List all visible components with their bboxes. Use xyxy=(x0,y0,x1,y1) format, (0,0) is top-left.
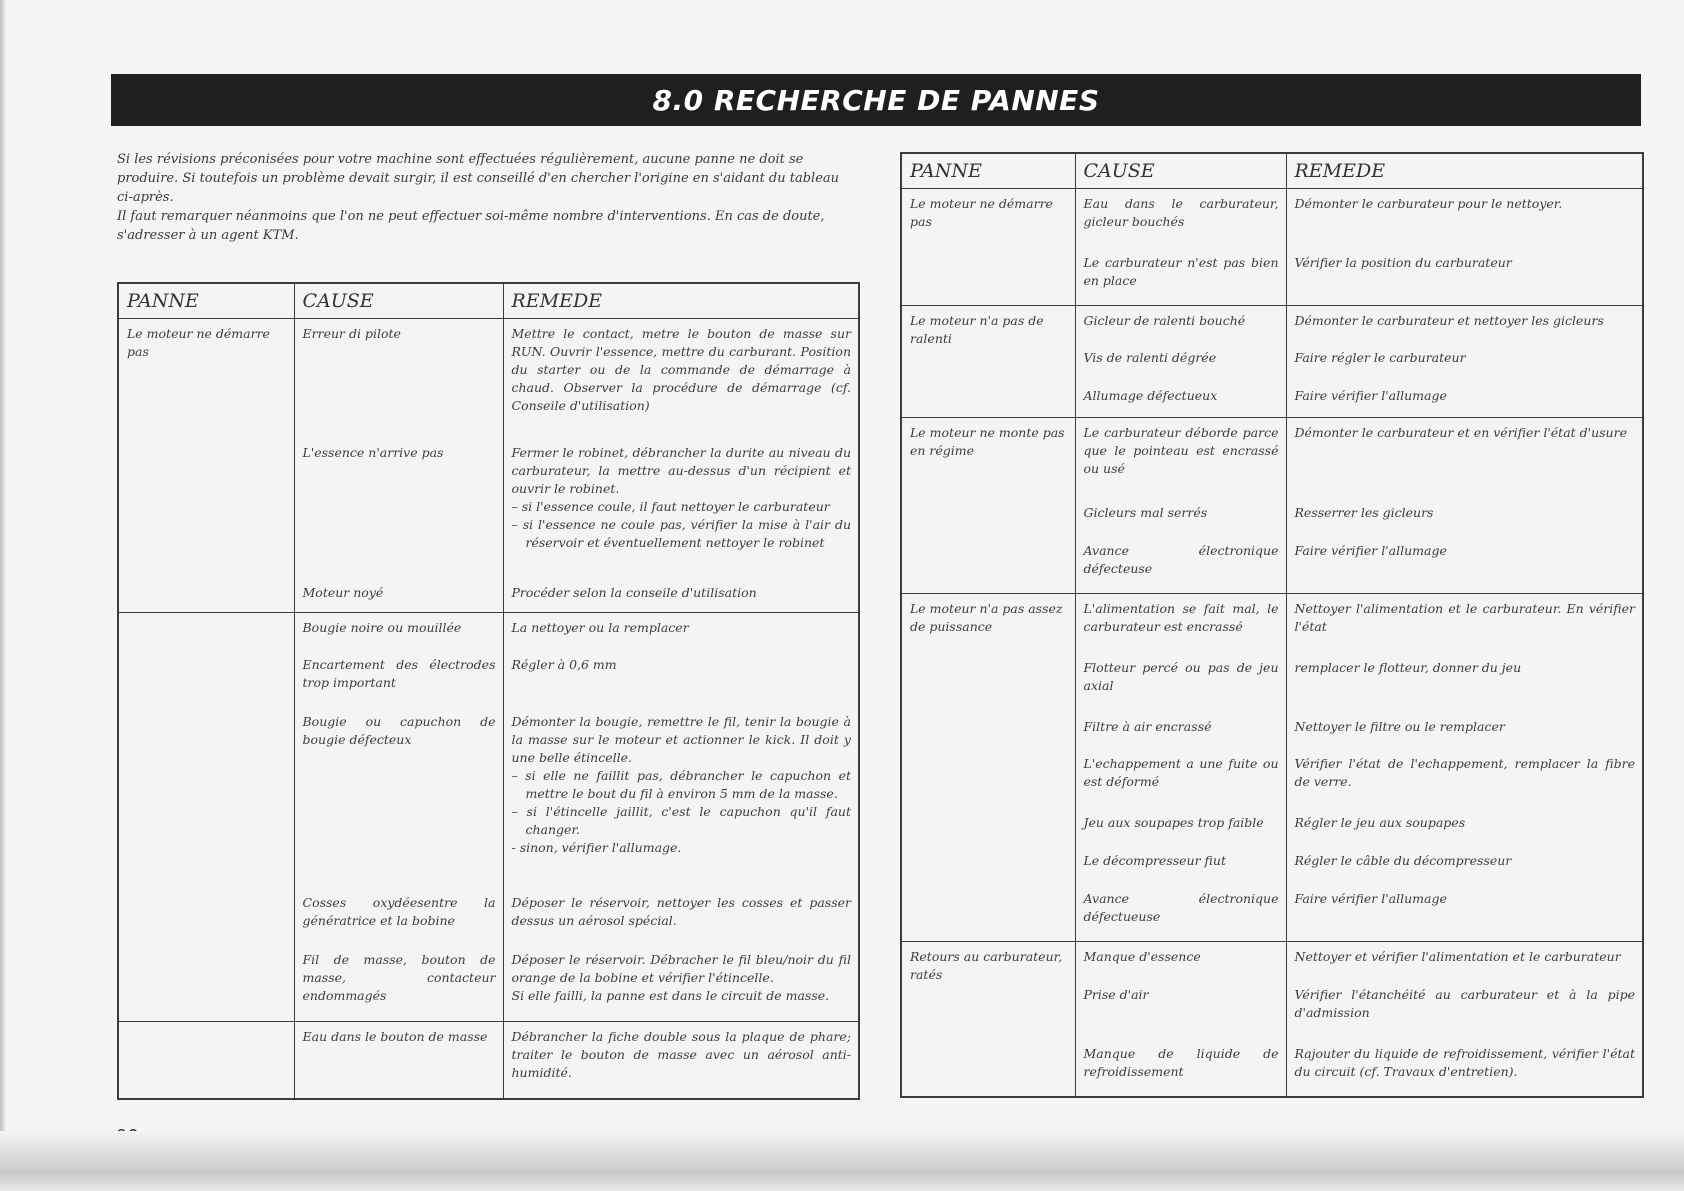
remede-cell xyxy=(503,943,859,1021)
remede-cell xyxy=(503,886,859,943)
remede-text: Démonter le carburateur et en vérifier l'état d'usure xyxy=(1294,424,1627,440)
remede-cell xyxy=(503,613,859,648)
remede-cell xyxy=(503,648,859,705)
section-banner xyxy=(111,74,1641,126)
remede-text: Nettoyer l'alimentation et le carburateur. En vérifier l'état xyxy=(1294,600,1635,634)
remede-cell xyxy=(1286,1037,1643,1097)
cause-cell: Le carburateur n'est pas bien en place xyxy=(1075,246,1286,306)
remede-cell xyxy=(1286,844,1643,882)
cause-cell: L'echappement a une fuite ou est déformé xyxy=(1075,747,1286,806)
cause-cell: Filtre à air encrassé xyxy=(1075,710,1286,748)
column-header-panne: PANNE xyxy=(118,283,294,319)
cause-cell: Avance électronique défecteuse xyxy=(1075,534,1286,594)
remede-text: La nettoyer ou la remplacer xyxy=(511,620,689,636)
remede-text: Faire régler le carburateur xyxy=(1294,350,1466,366)
troubleshooting-table-left xyxy=(117,282,860,1100)
cause-cell: L'alimentation se fait mal, le carburateur est encrassé xyxy=(1075,593,1286,650)
cause-cell: Avance électronique défectueuse xyxy=(1075,882,1286,942)
cause-cell: Manque de liquide de refroidissement xyxy=(1075,1037,1286,1097)
cause-cell: Bougie noire ou mouillée xyxy=(294,613,503,648)
remede-text: Régler à 0,6 mm xyxy=(511,656,617,672)
page-fold-shadow xyxy=(0,1131,1684,1191)
page-left-edge xyxy=(0,0,6,1191)
column-header-cause: CAUSE xyxy=(1075,153,1286,189)
panne-cell: Le moteur ne démarre pas xyxy=(901,189,1075,306)
remede-text: Déposer le réservoir. Débracher le fil bleu/noir du fil orange de la bobine et vérifier l'étincelle. xyxy=(511,952,851,986)
table-row xyxy=(118,613,859,648)
remede-text: Démonter le carburateur et nettoyer les gicleurs xyxy=(1294,312,1604,328)
cause-cell: Erreur di pilote xyxy=(294,319,503,436)
panne-cell: Retours au carburateur, ratés xyxy=(901,942,1075,1097)
remede-cell xyxy=(1286,246,1643,306)
column-header-cause: CAUSE xyxy=(294,283,503,319)
remede-cell xyxy=(1286,534,1643,594)
remede-bullet: - sinon, vérifier l'allumage. xyxy=(511,839,682,855)
cause-cell: Prise d'air xyxy=(1075,978,1286,1037)
cause-cell: Jeu aux soupapes trop faible xyxy=(1075,806,1286,844)
cause-cell: Gicleur de ralenti bouché xyxy=(1075,305,1286,341)
remede-cell xyxy=(1286,978,1643,1037)
table-header-row xyxy=(118,283,859,319)
cause-cell: Fil de masse, bouton de masse, contacteur endommagés xyxy=(294,943,503,1021)
remede-cell xyxy=(1286,496,1643,534)
cause-cell: Bougie ou capuchon de bougie défecteux xyxy=(294,705,503,886)
remede-cell xyxy=(1286,651,1643,710)
panne-cell: Le moteur ne démarre pas xyxy=(118,319,294,613)
cause-cell: Eau dans le carburateur, gicleur bouchés xyxy=(1075,189,1286,246)
remede-text: Vérifier la position du carburateur xyxy=(1294,254,1512,270)
cause-cell: Manque d'essence xyxy=(1075,942,1286,978)
cause-cell: Gicleurs mal serrés xyxy=(1075,496,1286,534)
remede-cell xyxy=(1286,379,1643,417)
remede-text: Fermer le robinet, débrancher la durite au niveau du carburateur, la mettre au-dessus d'un récipient et ouvrir le robinet. xyxy=(511,444,851,496)
cause-cell: L'essence n'arrive pas xyxy=(294,436,503,576)
remede-text: Vérifier l'état de l'echappement, remplacer la fibre de verre. xyxy=(1294,756,1635,790)
remede-text: Démonter le carburateur pour le nettoyer. xyxy=(1294,196,1563,211)
table-row xyxy=(901,942,1643,978)
column-header-panne: PANNE xyxy=(901,153,1075,189)
panne-cell: Le moteur n'a pas de ralenti xyxy=(901,305,1075,417)
table-row xyxy=(901,189,1643,246)
remede-cell xyxy=(503,436,859,576)
remede-text: Débrancher la fiche double sous la plaque de phare; traiter le bouton de masse avec un aérosol anti-humidité. xyxy=(511,1029,851,1081)
remede-text: Faire vérifier l'allumage xyxy=(1294,890,1447,906)
page-title: 8.0 RECHERCHE DE PANNES xyxy=(652,83,1100,117)
cause-cell: Eau dans le bouton de masse xyxy=(294,1022,503,1099)
remede-text: Faire vérifier l'allumage xyxy=(1294,542,1447,558)
cause-cell: Le carburateur déborde parce que le pointeau est encrassé ou usé xyxy=(1075,417,1286,496)
remede-cell xyxy=(1286,882,1643,942)
remede-text: Resserrer les gicleurs xyxy=(1294,504,1434,520)
cause-cell: Vis de ralenti dégrée xyxy=(1075,341,1286,379)
remede-cell xyxy=(503,705,859,886)
panne-cell xyxy=(118,1022,294,1099)
remede-text: Rajouter du liquide de refroidissement, vérifier l'état du circuit (cf. Travaux d'entretien). xyxy=(1294,1045,1635,1079)
table-row xyxy=(118,1022,859,1099)
remede-cell xyxy=(1286,341,1643,379)
remede-text: Régler le jeu aux soupapes xyxy=(1294,815,1466,831)
cause-cell: Moteur noyé xyxy=(294,576,503,613)
table-row xyxy=(118,319,859,436)
intro-text xyxy=(117,150,855,245)
remede-text: Procéder selon la conseile d'utilisation xyxy=(511,584,757,600)
remede-text: Vérifier l'étanchéité au carburateur et à la pipe d'admission xyxy=(1294,986,1635,1020)
cause-cell: Allumage défectueux xyxy=(1075,379,1286,417)
table-row xyxy=(901,305,1643,341)
remede-text: Mettre le contact, metre le bouton de masse sur RUN. Ouvrir l'essence, mettre du carburant. Position du starter ou de la commande de démarrage à chaud. Observer la procédure de démarrage (cf. Conseile d'utilisation) xyxy=(511,326,851,413)
cause-cell: Flotteur percé ou pas de jeu axial xyxy=(1075,651,1286,710)
intro-paragraph: Si les révisions préconisées pour votre machine sont effectuées régulièrement, aucune panne ne doit se produire. Si toutefois un problème devait surgir, il est conseillé d'en chercher l'origine en s'aidant du tableau ci-après. xyxy=(117,152,840,205)
troubleshooting-table-right xyxy=(900,152,1644,1098)
table-row xyxy=(901,417,1643,496)
column-header-remede: REMEDE xyxy=(1286,153,1643,189)
remede-cell xyxy=(1286,942,1643,978)
panne-cell: Le moteur n'a pas assez de puissance xyxy=(901,593,1075,941)
remede-text: Démonter la bougie, remettre le fil, tenir la bougie à la masse sur le moteur et actionner le kick. Il doit y une belle étincelle. xyxy=(511,713,851,765)
remede-cell xyxy=(1286,747,1643,806)
cause-cell: Encartement des électrodes trop important xyxy=(294,648,503,705)
intro-paragraph: Il faut remarquer néanmoins que l'on ne peut effectuer soi-même nombre d'interventions. En cas de doute, s'adresser à un agent KTM. xyxy=(117,209,825,243)
remede-cell xyxy=(503,319,859,436)
remede-cell xyxy=(503,1022,859,1099)
panne-cell xyxy=(118,613,294,1022)
remede-text: Faire vérifier l'allumage xyxy=(1294,388,1447,404)
remede-cell xyxy=(1286,189,1643,246)
table-header-row xyxy=(901,153,1643,189)
cause-cell: Cosses oxydéesentre la génératrice et la bobine xyxy=(294,886,503,943)
remede-cell xyxy=(1286,417,1643,496)
remede-bullet: Si elle failli, la panne est dans le circuit de masse. xyxy=(511,988,830,1004)
cause-cell: Le décompresseur fiut xyxy=(1075,844,1286,882)
remede-bullet: – si l'essence ne coule pas, vérifier la mise à l'air du réservoir et éventuellement nettoyer le robinet xyxy=(511,516,851,550)
remede-text: Régler le câble du décompresseur xyxy=(1294,853,1512,869)
remede-cell xyxy=(503,576,859,613)
remede-bullet: – si l'étincelle jaillit, c'est le capuchon qu'il faut changer. xyxy=(511,803,851,837)
remede-cell xyxy=(1286,710,1643,748)
table-row xyxy=(901,593,1643,650)
remede-cell xyxy=(1286,593,1643,650)
column-header-remede: REMEDE xyxy=(503,283,859,319)
panne-cell: Le moteur ne monte pas en régime xyxy=(901,417,1075,593)
remede-text: Nettoyer et vérifier l'alimentation et le carburateur xyxy=(1294,949,1621,965)
remede-text: Nettoyer le filtre ou le remplacer xyxy=(1294,718,1505,734)
remede-cell xyxy=(1286,806,1643,844)
remede-text: remplacer le flotteur, donner du jeu xyxy=(1294,659,1522,675)
remede-bullet: – si l'essence coule, il faut nettoyer le carburateur xyxy=(511,498,830,514)
remede-bullet: – si elle ne faillit pas, débrancher le capuchon et mettre le bout du fil à environ 5 mm de la masse. xyxy=(511,767,851,801)
remede-cell xyxy=(1286,305,1643,341)
remede-text: Déposer le réservoir, nettoyer les cosses et passer dessus un aérosol spécial. xyxy=(511,894,851,928)
